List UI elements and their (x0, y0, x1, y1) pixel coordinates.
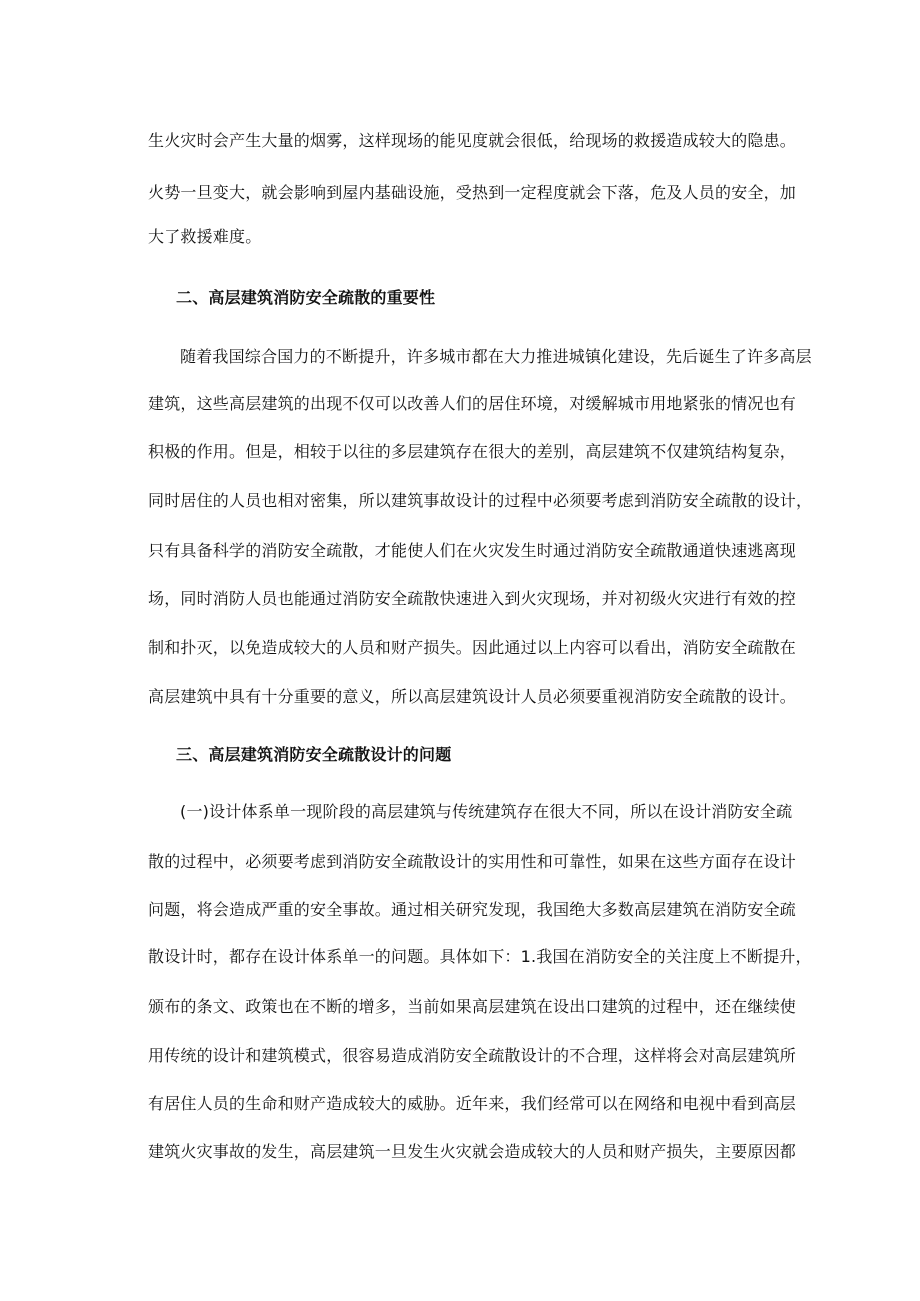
section-heading-problems: 三、高层建筑消防安全疏散设计的问题 (176, 745, 452, 764)
paragraph-line: 同时居住的人员也相对密集，所以建筑事故设计的过程中必须要考虑到消防安全疏散的设计， (148, 491, 813, 510)
paragraph-line: 火势一旦变大，就会影响到屋内基础设施，受热到一定程度就会下落，危及人员的安全，加 (148, 183, 797, 202)
paragraph-line: (一)设计体系单一现阶段的高层建筑与传统建筑存在很大不同，所以在设计消防安全疏 (180, 802, 793, 821)
paragraph-line: 随着我国综合国力的不断提升，许多城市都在大力推进城镇化建设，先后诞生了许多高层 (180, 347, 812, 366)
paragraph-line: 建筑，这些高层建筑的出现不仅可以改善人们的居住环境，对缓解城市用地紧张的情况也有 (148, 394, 797, 413)
paragraph-line: 问题，将会造成严重的安全事故。通过相关研究发现，我国绝大多数高层建筑在消防安全疏 (148, 900, 797, 919)
paragraph-line: 建筑火灾事故的发生，高层建筑一旦发生火灾就会造成较大的人员和财产损失，主要原因都 (148, 1142, 797, 1161)
paragraph-line: 颁布的条文、政策也在不断的增多，当前如果高层建筑在设出口建筑的过程中，还在继续使 (148, 997, 797, 1016)
paragraph-line: 生火灾时会产生大量的烟雾，这样现场的能见度就会很低，给现场的救援造成较大的隐患。 (148, 131, 797, 150)
paragraph-line: 散设计时，都存在设计体系单一的问题。具体如下：1.我国在消防安全的关注度上不断提升， (148, 947, 812, 966)
paragraph-line: 只有具备科学的消防安全疏散，才能使人们在火灾发生时通过消防安全疏散通道快速逃离现 (148, 541, 797, 560)
paragraph-line: 场，同时消防人员也能通过消防安全疏散快速进入到火灾现场，并对初级火灾进行有效的控 (148, 589, 797, 608)
paragraph-line: 高层建筑中具有十分重要的意义，所以高层建筑设计人员必须要重视消防安全疏散的设计。 (148, 687, 797, 706)
paragraph-line: 制和扑灭，以免造成较大的人员和财产损失。因此通过以上内容可以看出，消防安全疏散在 (148, 638, 797, 657)
paragraph-line: 用传统的设计和建筑模式，很容易造成消防安全疏散设计的不合理，这样将会对高层建筑所 (148, 1046, 797, 1065)
paragraph-line: 散的过程中，必须要考虑到消防安全疏散设计的实用性和可靠性，如果在这些方面存在设计 (148, 852, 797, 871)
paragraph-line: 大了救援难度。 (148, 227, 262, 246)
paragraph-line: 积极的作用。但是，相较于以往的多层建筑存在很大的差别，高层建筑不仅建筑结构复杂， (148, 442, 797, 461)
paragraph-line: 有居住人员的生命和财产造成较大的威胁。近年来，我们经常可以在网络和电视中看到高层 (148, 1094, 797, 1113)
section-heading-importance: 二、高层建筑消防安全疏散的重要性 (176, 288, 436, 307)
